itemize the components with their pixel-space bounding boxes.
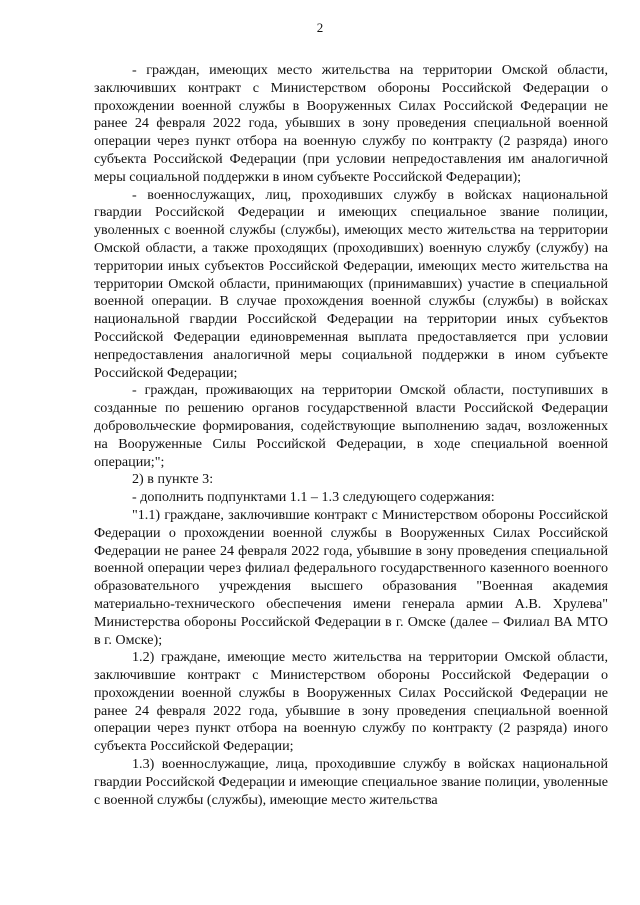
paragraph: 2) в пункте 3: [132,471,214,488]
paragraph: 1.2) граждане, имеющие место жительства на территории Омской области, заключившие контракт с Министерством обороны Российской Федерации о прохождении военной службы в Вооруженных Силах Российской Федерации не ранее 24 февраля 2022 года, убывшие в зону проведения специальной военной операции через пункт отбора на военную службу по контракту (2 разряда) иного субъекта Российской Федерации; [94,649,608,755]
paragraph: - граждан, имеющих место жительства на территории Омской области, заключивших контракт с Министерством обороны Российской Федерации о прохождении военной службы в Вооруженных Силах Российской Федерации не ранее 24 февраля 2022 года, убывших в зону проведения специальной военной операции через пункт отбора на военную службу по контракту (2 разряда) иного субъекта Российской Федерации (при условии непредоставления им аналогичной меры социальной поддержки в ином субъекте Российской Федерации); [94,62,608,185]
paragraph: - военнослужащих, лиц, проходивших службу в войсках национальной гвардии Российской Федерации и имеющих специальное звание полиции, уволенных с военной службы (службы), имеющих место жительства на территории Омской области, а также проходящих (проходивших) военную службу (службу) на территории иных субъектов Российской Федерации, имеющих место жительства на территории Омской области, принимающих (принимавших) участие в специальной военной операции. В случае прохождения военной службы (службы) в войсках национальной гвардии Российской Федерации на территории иных субъектов Российской Федерации единовременная выплата предоставляется при условии непредоставления аналогичной меры социальной поддержки в ином субъекте Российской Федерации; [94,186,608,381]
paragraph: - дополнить подпунктами 1.1 – 1.3 следующего содержания: [132,489,495,506]
paragraph: - граждан, проживающих на территории Омской области, поступивших в созданные по решению органов государственной власти Российской Федерации добровольческие формирования, содействующие выполнению задач, возложенных на Вооруженные Силы Российской Федерации, в ходе специальной военной операции;"; [94,382,608,470]
paragraph: "1.1) граждане, заключившие контракт с Министерством обороны Российской Федерации о прохождении военной службы в Вооруженных Силах Российской Федерации не ранее 24 февраля 2022 года, убывшие в зону проведения специальной военной операции через филиал федерального государственного казенного военного образовательного учреждения высшего образования "Военная академия материально-технического обеспечения имени генерала армии А.В. Хрулева" Министерства обороны Российской Федерации в г. Омске (далее – Филиал ВА МТО в г. Омске); [94,506,608,648]
document-body [94,62,608,809]
page-number: 2 [316,20,324,35]
paragraph: 1.3) военнослужащие, лица, проходившие службу в войсках национальной гвардии Российской Федерации и имеющие специальное звание полиции, уволенные с военной службы (службы), имеющие место жительства [94,756,608,808]
